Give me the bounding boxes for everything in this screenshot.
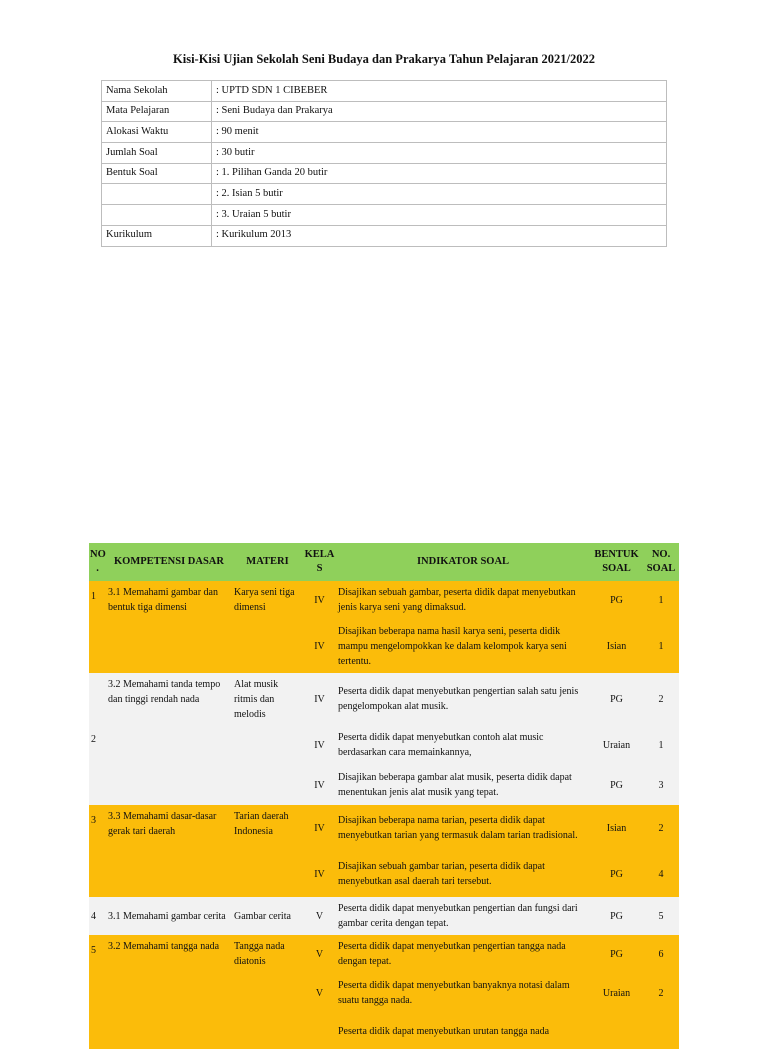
cell-indikator-soal: Peserta didik dapat menyebutkan pengertian salah satu jenis pengelompokan alat musik. bbox=[336, 673, 590, 725]
cell-bentuk-soal: PG bbox=[590, 765, 643, 805]
cell-kompetensi-dasar: 3.2 Memahami tangga nada bbox=[106, 935, 232, 1049]
info-label: Alokasi Waktu bbox=[102, 122, 212, 143]
info-value: : 1. Pilihan Ganda 20 butir bbox=[212, 163, 667, 184]
cell-materi: Tangga nada diatonis bbox=[232, 935, 303, 1049]
cell-no-soal: 1 bbox=[643, 581, 679, 619]
cell-no-soal: 6 bbox=[643, 935, 679, 973]
cell-indikator-soal: Disajikan beberapa gambar alat musik, peserta didik dapat menentukan jenis alat musik yang tepat. bbox=[336, 765, 590, 805]
info-value: : 30 butir bbox=[212, 143, 667, 164]
header-no: NO . bbox=[89, 543, 106, 581]
table-header-row bbox=[89, 543, 679, 581]
info-label bbox=[102, 205, 212, 226]
table-row bbox=[89, 673, 679, 725]
header-indikator-soal: INDIKATOR SOAL bbox=[336, 543, 590, 581]
info-value: : 3. Uraian 5 butir bbox=[212, 205, 667, 226]
cell-no-soal: 1 bbox=[643, 725, 679, 765]
cell-indikator-soal: Peserta didik dapat menyebutkan urutan tangga nada bbox=[336, 1013, 590, 1049]
cell-no: 3 bbox=[89, 805, 106, 897]
header-kelas: KELA S bbox=[303, 543, 336, 581]
document-title: Kisi-Kisi Ujian Sekolah Seni Budaya dan Prakarya Tahun Pelajaran 2021/2022 bbox=[173, 52, 595, 66]
header-materi: MATERI bbox=[232, 543, 303, 581]
cell-bentuk-soal bbox=[590, 1013, 643, 1049]
info-label: Mata Pelajaran bbox=[102, 101, 212, 122]
info-label: Jumlah Soal bbox=[102, 143, 212, 164]
header-no-soal: NO. SOAL bbox=[643, 543, 679, 581]
cell-bentuk-soal: Isian bbox=[590, 619, 643, 673]
info-row bbox=[102, 205, 667, 226]
info-value: : UPTD SDN 1 CIBEBER bbox=[212, 81, 667, 102]
info-row bbox=[102, 143, 667, 164]
school-info-table bbox=[101, 80, 667, 247]
cell-no-soal: 2 bbox=[643, 673, 679, 725]
table-row bbox=[89, 805, 679, 851]
cell-indikator-soal: Disajikan sebuah gambar, peserta didik dapat menyebutkan jenis karya seni yang dimaksud. bbox=[336, 581, 590, 619]
cell-no-soal: 1 bbox=[643, 619, 679, 673]
cell-no: 5 bbox=[89, 935, 106, 1049]
cell-indikator-soal: Peserta didik dapat menyebutkan contoh alat music berdasarkan cara memainkannya, bbox=[336, 725, 590, 765]
cell-kompetensi-dasar: 3.1 Memahami gambar dan bentuk tiga dimensi bbox=[106, 581, 232, 673]
kisi-kisi-table bbox=[89, 543, 679, 1049]
info-label bbox=[102, 184, 212, 205]
cell-indikator-soal: Peserta didik dapat menyebutkan pengertian tangga nada dengan tepat. bbox=[336, 935, 590, 973]
cell-kompetensi-dasar: 3.2 Memahami tanda tempo dan tinggi rendah nada bbox=[106, 673, 232, 805]
cell-kelas: IV bbox=[303, 805, 336, 851]
table-row bbox=[89, 897, 679, 935]
table-row bbox=[89, 935, 679, 973]
header-kompetensi-dasar: KOMPETENSI DASAR bbox=[106, 543, 232, 581]
cell-materi: Alat musik ritmis dan melodis bbox=[232, 673, 303, 805]
cell-indikator-soal: Disajikan beberapa nama hasil karya seni, peserta didik mampu mengelompokkan ke dalam kelompok karya seni tertentu. bbox=[336, 619, 590, 673]
cell-indikator-soal: Peserta didik dapat menyebutkan banyaknya notasi dalam suatu tangga nada. bbox=[336, 973, 590, 1013]
cell-indikator-soal: Peserta didik dapat menyebutkan pengertian dan fungsi dari gambar cerita dengan tepat. bbox=[336, 897, 590, 935]
cell-kelas: V bbox=[303, 973, 336, 1013]
cell-bentuk-soal: Uraian bbox=[590, 973, 643, 1013]
cell-kelas: IV bbox=[303, 725, 336, 765]
cell-kelas: IV bbox=[303, 765, 336, 805]
cell-no: 4 bbox=[89, 897, 106, 935]
info-row bbox=[102, 122, 667, 143]
cell-bentuk-soal: PG bbox=[590, 581, 643, 619]
info-value: : 2. Isian 5 butir bbox=[212, 184, 667, 205]
cell-indikator-soal: Disajikan beberapa nama tarian, peserta didik dapat menyebutkan tarian yang termasuk dalam tarian tradisional. bbox=[336, 805, 590, 851]
cell-no: 1 bbox=[89, 581, 106, 673]
cell-bentuk-soal: Isian bbox=[590, 805, 643, 851]
info-row bbox=[102, 101, 667, 122]
cell-bentuk-soal: Uraian bbox=[590, 725, 643, 765]
info-value: : 90 menit bbox=[212, 122, 667, 143]
cell-kompetensi-dasar: 3.3 Memahami dasar-dasar gerak tari daerah bbox=[106, 805, 232, 897]
info-row bbox=[102, 184, 667, 205]
table-row bbox=[89, 581, 679, 619]
cell-kelas: IV bbox=[303, 581, 336, 619]
cell-kelas bbox=[303, 1013, 336, 1049]
cell-kelas: V bbox=[303, 897, 336, 935]
cell-materi: Karya seni tiga dimensi bbox=[232, 581, 303, 673]
cell-materi: Gambar cerita bbox=[232, 897, 303, 935]
cell-no-soal: 2 bbox=[643, 973, 679, 1013]
cell-no-soal: 4 bbox=[643, 851, 679, 897]
cell-no-soal: 2 bbox=[643, 805, 679, 851]
cell-kelas: IV bbox=[303, 619, 336, 673]
cell-kelas: V bbox=[303, 935, 336, 973]
cell-bentuk-soal: PG bbox=[590, 673, 643, 725]
cell-no-soal: 3 bbox=[643, 765, 679, 805]
header-bentuk-soal: BENTUK SOAL bbox=[590, 543, 643, 581]
cell-no: 2 bbox=[89, 673, 106, 805]
cell-kompetensi-dasar: 3.1 Memahami gambar cerita bbox=[106, 897, 232, 935]
cell-no-soal: 5 bbox=[643, 897, 679, 935]
cell-bentuk-soal: PG bbox=[590, 897, 643, 935]
cell-materi: Tarian daerah Indonesia bbox=[232, 805, 303, 897]
cell-indikator-soal: Disajikan sebuah gambar tarian, peserta didik dapat menyebutkan asal daerah tari tersebut. bbox=[336, 851, 590, 897]
info-label: Nama Sekolah bbox=[102, 81, 212, 102]
info-value: : Seni Budaya dan Prakarya bbox=[212, 101, 667, 122]
cell-bentuk-soal: PG bbox=[590, 935, 643, 973]
info-label: Kurikulum bbox=[102, 225, 212, 246]
info-row bbox=[102, 163, 667, 184]
cell-no-soal bbox=[643, 1013, 679, 1049]
info-row bbox=[102, 81, 667, 102]
cell-kelas: IV bbox=[303, 851, 336, 897]
info-value: : Kurikulum 2013 bbox=[212, 225, 667, 246]
info-label: Bentuk Soal bbox=[102, 163, 212, 184]
info-row bbox=[102, 225, 667, 246]
cell-kelas: IV bbox=[303, 673, 336, 725]
cell-bentuk-soal: PG bbox=[590, 851, 643, 897]
